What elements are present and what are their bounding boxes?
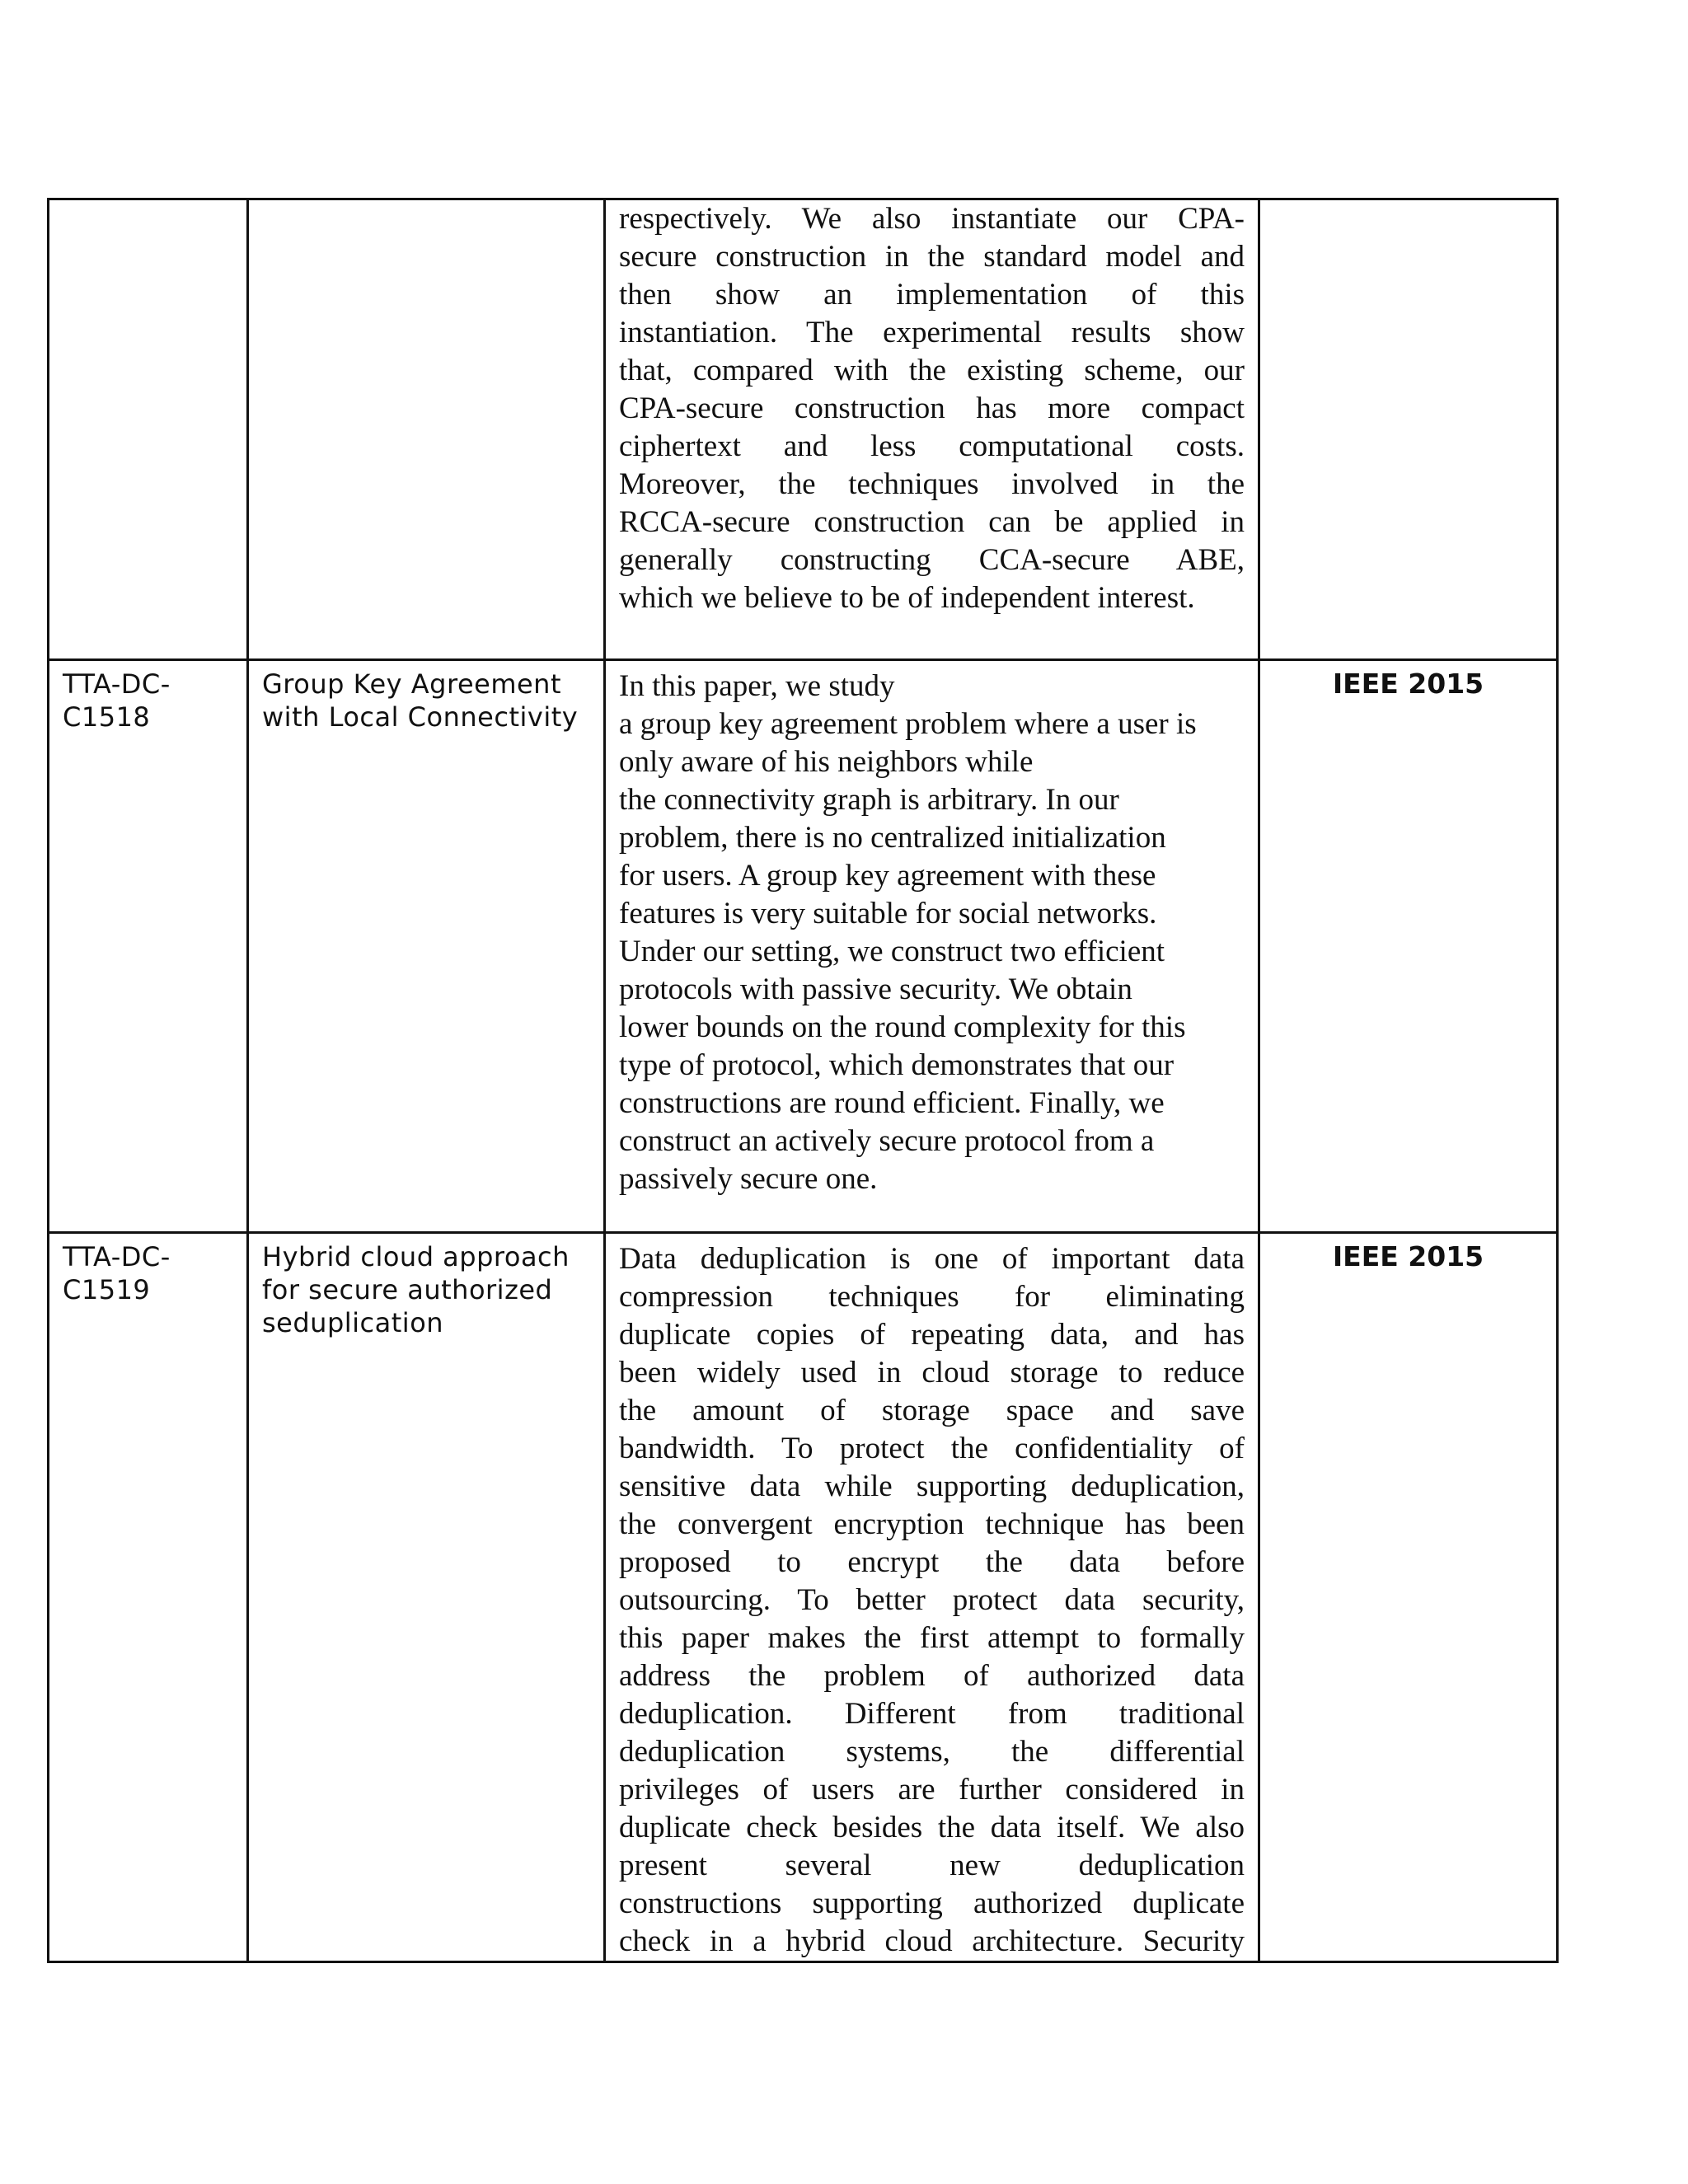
abstract-line: duplicate check besides the data itself. We also [619,1811,1245,1844]
abstract-line: privileges of users are further considered in [619,1773,1245,1807]
project-abstract-cell [605,660,1259,1233]
project-abstract-cell [605,1233,1259,1962]
abstract-line: the amount of storage space and save [619,1394,1245,1427]
abstract-line: present several new deduplication [619,1849,1245,1882]
abstract-line: the connectivity graph is arbitrary. In our [619,783,1119,817]
abstract-line: compression techniques for eliminating [619,1280,1245,1314]
project-year-cell [1259,1233,1558,1962]
abstract-line: for users. A group key agreement with these [619,859,1156,893]
project-year-cell [1259,199,1558,660]
table-row [49,199,1558,660]
abstract-line: that, compared with the existing scheme, our [619,354,1245,387]
table-row [49,1233,1558,1962]
project-title-cell [248,1233,605,1962]
abstract-line: deduplication. Different from traditional [619,1697,1245,1731]
abstract-line: the convergent encryption technique has been [619,1507,1245,1541]
project-table [47,198,1559,1963]
abstract-line: CPA-secure construction has more compact [619,391,1245,425]
abstract-line: address the problem of authorized data [619,1659,1245,1693]
abstract-line: bandwidth. To protect the confidentiality of [619,1432,1245,1465]
project-title-cell [248,660,605,1233]
project-code-cell [49,199,248,660]
abstract-line: sensitive data while supporting deduplication, [619,1469,1245,1503]
abstract-line: only aware of his neighbors while [619,745,1034,779]
abstract-line: outsourcing. To better protect data security, [619,1583,1245,1617]
project-code: TTA-DC- C1518 [63,668,171,733]
project-year-cell [1259,660,1558,1233]
project-abstract-cell [605,199,1259,660]
abstract-line: then show an implementation of this [619,278,1245,312]
abstract-line: secure construction in the standard model and [619,240,1245,274]
abstract-line: Under our setting, we construct two efficient [619,935,1165,968]
abstract-line: generally constructing CCA-secure ABE, [619,543,1245,577]
project-title: Hybrid cloud approach for secure authorized seduplication [262,1241,570,1338]
abstract-line: RCCA-secure construction can be applied in [619,505,1245,539]
abstract-line: construct an actively secure protocol from a [619,1124,1155,1158]
abstract-line: been widely used in cloud storage to reduce [619,1356,1245,1390]
abstract-line: respectively. We also instantiate our CPA- [619,202,1245,236]
abstract-line: protocols with passive security. We obtain [619,972,1132,1006]
abstract-line: this paper makes the first attempt to formally [619,1621,1245,1655]
abstract-line: problem, there is no centralized initialization [619,821,1166,855]
project-code: TTA-DC- C1519 [63,1241,171,1305]
project-year: IEEE 2015 [1332,1240,1484,1272]
abstract-line: Data deduplication is one of important data [619,1242,1245,1276]
abstract-line: which we believe to be of independent interest. [619,581,1195,615]
abstract-line: proposed to encrypt the data before [619,1545,1245,1579]
abstract-line: a group key agreement problem where a user is [619,707,1197,741]
abstract-line: lower bounds on the round complexity for this [619,1010,1186,1044]
project-title-cell [248,199,605,660]
project-code-cell [49,660,248,1233]
abstract-line: passively secure one. [619,1162,878,1196]
abstract-line: features is very suitable for social networks. [619,897,1157,930]
abstract-line: instantiation. The experimental results show [619,316,1245,349]
project-code-cell [49,1233,248,1962]
abstract-line: type of protocol, which demonstrates that our [619,1048,1175,1082]
abstract-line: constructions supporting authorized duplicate [619,1886,1245,1920]
abstract-line: constructions are round efficient. Finally, we [619,1086,1165,1120]
abstract-line: duplicate copies of repeating data, and has [619,1318,1245,1352]
abstract-line: ciphertext and less computational costs. [619,429,1245,463]
project-year: IEEE 2015 [1332,668,1484,700]
abstract-line: deduplication systems, the differential [619,1735,1245,1769]
abstract-line: Moreover, the techniques involved in the [619,467,1245,501]
project-title: Group Key Agreement with Local Connectivity [262,668,579,733]
table-row [49,660,1558,1233]
abstract-line: check in a hybrid cloud architecture. Security [619,1924,1245,1958]
abstract-line: In this paper, we study [619,669,895,703]
